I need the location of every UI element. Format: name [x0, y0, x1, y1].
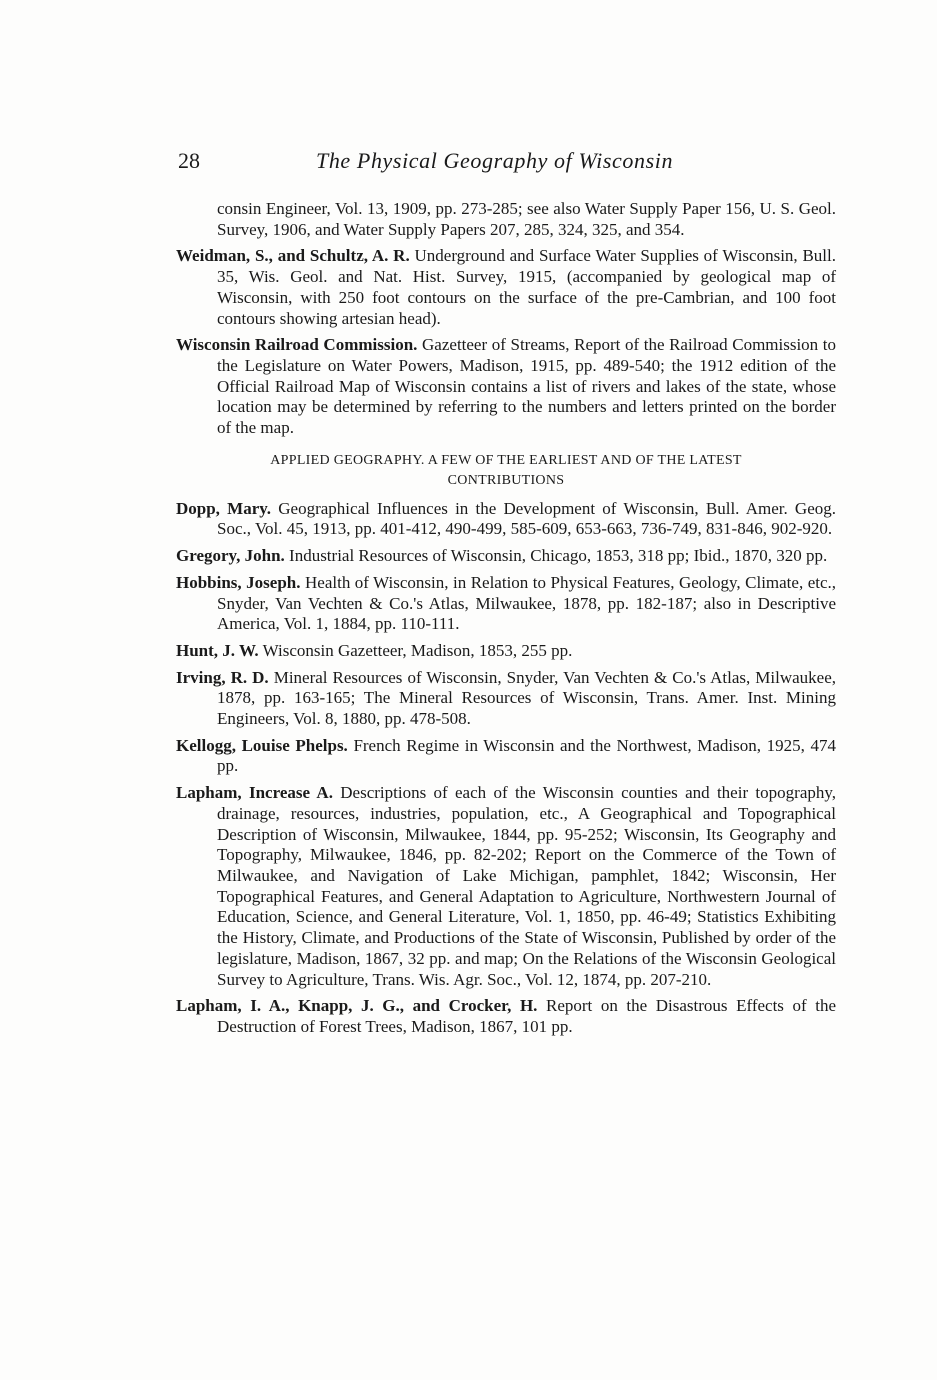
entry-author: Lapham, Increase A. — [176, 783, 333, 803]
bibliography-entry-irving — [176, 668, 836, 730]
section-heading-line-1: APPLIED GEOGRAPHY. A FEW OF THE EARLIEST AND OF THE LATEST — [270, 452, 742, 468]
entry-author: Gregory, John. — [176, 546, 285, 566]
bibliography-entry-gregory — [176, 546, 836, 567]
section-heading-line-2: CONTRIBUTIONS — [447, 472, 565, 488]
bibliography-entry-weidman — [176, 246, 836, 329]
bibliography-entry-hunt — [176, 641, 836, 662]
bibliography-text — [176, 199, 836, 1044]
section-heading — [198, 451, 814, 491]
entry-text: Health of Wisconsin, in Relation to Physical Features, Geology, Climate, etc., Snyder, Van Vechten & Co.'s Atlas, Milwaukee, 1878, pp. 182-187; also in Descriptive America, Vol. 1, 1884, pp. 110-111. — [217, 572, 837, 634]
entry-author: Dopp, Mary. — [176, 498, 272, 518]
entry-text: French Regime in Wisconsin and the Northwest, Madison, 1925, 474 pp. — [217, 735, 836, 776]
entry-author: Irving, R. D. — [176, 667, 269, 687]
entry-author: Kellogg, Louise Phelps. — [176, 735, 348, 755]
entry-text: Wisconsin Gazetteer, Madison, 1853, 255 pp. — [262, 640, 573, 660]
running-title: The Physical Geography of Wisconsin — [316, 148, 674, 173]
entry-author: Weidman, S., and Schultz, A. R. — [176, 246, 410, 266]
bibliography-entry-lapham — [176, 783, 836, 990]
entry-text: consin Engineer, Vol. 13, 1909, pp. 273-285; see also Water Supply Paper 156, U. S. Geol. Survey, 1906, and Water Supply Papers 207, 285, 324, 325, and 354. — [217, 199, 836, 239]
entry-author: Lapham, I. A., Knapp, J. G., and Crocker, H. — [176, 996, 538, 1016]
entry-author: Wisconsin Railroad Commission. — [176, 335, 418, 355]
entry-text: Industrial Resources of Wisconsin, Chicago, 1853, 318 pp; Ibid., 1870, 320 pp. — [289, 546, 828, 566]
entry-author: Hobbins, Joseph. — [176, 572, 301, 592]
entry-author: Hunt, J. W. — [176, 640, 259, 660]
running-head — [178, 148, 838, 180]
bibliography-entry-dopp — [176, 499, 836, 540]
bibliography-entry-kellogg — [176, 736, 836, 777]
bibliography-entry-hobbins — [176, 573, 836, 635]
bibliography-entry-railroad-commission — [176, 335, 836, 439]
entry-text: Geographical Influences in the Development of Wisconsin, Bull. Amer. Geog. Soc., Vol. 45, 1913, pp. 401-412, 490-499, 585-609, 653-663, 736-749, 831-846, 902-920. — [217, 498, 837, 539]
entry-text: Underground and Surface Water Supplies of Wisconsin, Bull. 35, Wis. Geol. and Nat. Hist. Survey, 1915, (accompanied by geological map of Wisconsin, with 250 foot contours on the surface of the pre-Cambrian, and 100 foot contours showing artesian head). — [217, 246, 836, 328]
bibliography-entry-lapham-knapp-crocker — [176, 996, 836, 1037]
entry-text: Mineral Resources of Wisconsin, Snyder, Van Vechten & Co.'s Atlas, Milwaukee, 1878, pp. 163-165; The Mineral Resources of Wisconsin, Trans. Amer. Inst. Mining Engineers, Vol. 8, 1880, pp. 478-508. — [217, 667, 837, 729]
entry-text: Gazetteer of Streams, Report of the Railroad Commission to the Legislature on Water Powers, Madison, 1915, pp. 489-540; the 1912 edition of the Official Railroad Map of Wisconsin contains a list of rivers and lakes of the state, whose location may be determined by referring to the numbers and letters printed on the border of the map. — [217, 335, 837, 438]
continued-entry — [176, 199, 836, 240]
entry-text: Descriptions of each of the Wisconsin counties and their topography, drainage, resources, industries, population, etc., A Geographical and Topographical Description of Wisconsin, Milwaukee, 1844, pp. 95-252; Wisconsin, Its Geography and Topography, Milwaukee, 1846, pp. 82-202; Report on the Commerce of the Town of Milwaukee, and Navigation of Lake Michigan, pamphlet, 1842; Wisconsin, Her Topographical Features, and General Adaptation to Agriculture, Northwestern Journal of Education, Science, and General Literature, Vol. 1, 1850, pp. 46-49; Statistics Exhibiting the History, Climate, and Productions of the State of Wisconsin, Published by order of the legislature, Madison, 1867, 32 pp. and map; On the Relations of the Wisconsin Geological Survey to Agriculture, Trans. Wis. Agr. Soc., Vol. 12, 1874, pp. 207-210. — [217, 783, 837, 989]
entry-text: Report on the Disastrous Effects of the Destruction of Forest Trees, Madison, 1867, 101 pp. — [217, 996, 836, 1036]
page-number: 28 — [178, 148, 200, 173]
